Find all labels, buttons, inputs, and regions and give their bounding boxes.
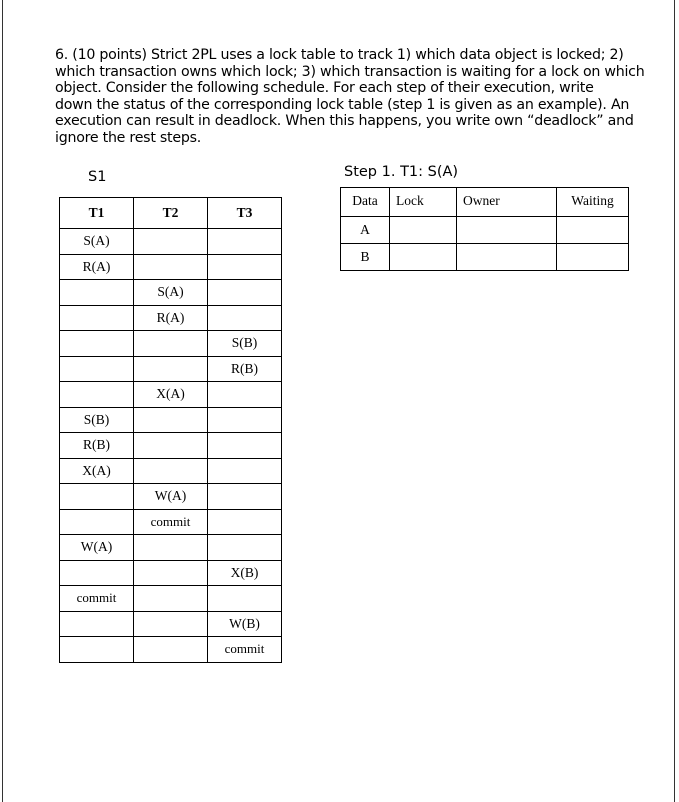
schedule-row	[60, 637, 282, 663]
question-line: down the status of the corresponding lock table (step 1 is given as an example). An	[55, 96, 630, 113]
question-line: object. Consider the following schedule. For each step of their execution, write	[55, 80, 594, 97]
schedule-table	[59, 197, 282, 663]
schedule-cell: R(B)	[208, 356, 282, 382]
schedule-cell: commit	[134, 509, 208, 535]
schedule-cell	[134, 433, 208, 459]
lock-table-cell: B	[341, 244, 390, 271]
schedule-cell	[208, 433, 282, 459]
lock-table-cell	[457, 244, 557, 271]
schedule-row	[60, 356, 282, 382]
schedule-cell	[208, 484, 282, 510]
schedule-cell: W(A)	[60, 535, 134, 561]
schedule-cell: S(B)	[208, 331, 282, 357]
lock-table-row	[341, 244, 629, 271]
schedule-cell	[60, 560, 134, 586]
schedule-row	[60, 305, 282, 331]
schedule-cell	[60, 331, 134, 357]
lock-table-cell	[390, 217, 457, 244]
schedule-cell	[134, 229, 208, 255]
lock-table-cell	[457, 217, 557, 244]
schedule-row	[60, 433, 282, 459]
schedule-cell	[134, 535, 208, 561]
schedule-cell: commit	[60, 586, 134, 612]
schedule-cell	[208, 407, 282, 433]
schedule-row	[60, 484, 282, 510]
schedule-cell	[208, 458, 282, 484]
schedule-cell: R(A)	[60, 254, 134, 280]
schedule-row	[60, 458, 282, 484]
question-line: which transaction owns which lock; 3) which transaction is waiting for a lock on which	[55, 63, 645, 80]
schedule-row	[60, 254, 282, 280]
schedule-cell	[134, 356, 208, 382]
schedule-row	[60, 535, 282, 561]
schedule-cell: commit	[208, 637, 282, 663]
schedule-header-row	[60, 198, 282, 229]
schedule-row	[60, 229, 282, 255]
schedule-cell	[208, 229, 282, 255]
schedule-cell	[208, 305, 282, 331]
schedule-cell: X(B)	[208, 560, 282, 586]
schedule-cell	[60, 356, 134, 382]
schedule-row	[60, 280, 282, 306]
schedule-cell	[60, 611, 134, 637]
schedule-cell	[208, 382, 282, 408]
schedule-cell: W(A)	[134, 484, 208, 510]
schedule-cell	[134, 458, 208, 484]
schedule-cell	[208, 509, 282, 535]
schedule-cell	[60, 637, 134, 663]
schedule-cell: X(A)	[60, 458, 134, 484]
step-label: Step 1. T1: S(A)	[344, 164, 459, 180]
lock-table-cell	[390, 244, 457, 271]
schedule-cell: S(A)	[60, 229, 134, 255]
schedule-cell: R(B)	[60, 433, 134, 459]
schedule-row	[60, 509, 282, 535]
lock-table-row	[341, 217, 629, 244]
schedule-cell	[134, 407, 208, 433]
lock-table-header-cell: Data	[341, 188, 390, 217]
lock-table-header-cell: Lock	[390, 188, 457, 217]
question-text	[55, 47, 655, 147]
schedule-cell: S(B)	[60, 407, 134, 433]
schedule-row	[60, 382, 282, 408]
schedule-cell	[134, 611, 208, 637]
schedule-label: S1	[88, 169, 107, 185]
lock-table-header-cell: Waiting	[557, 188, 629, 217]
question-line: 6. (10 points) Strict 2PL uses a lock table to track 1) which data object is locked; 2)	[55, 47, 624, 63]
schedule-cell	[60, 484, 134, 510]
schedule-header-cell: T2	[134, 198, 208, 229]
schedule-row	[60, 331, 282, 357]
schedule-row	[60, 407, 282, 433]
schedule-header-cell: T3	[208, 198, 282, 229]
question-line: ignore the rest steps.	[55, 129, 201, 146]
schedule-cell	[134, 254, 208, 280]
schedule-header-cell: T1	[60, 198, 134, 229]
lock-table-cell	[557, 244, 629, 271]
schedule-cell	[208, 535, 282, 561]
schedule-cell	[134, 560, 208, 586]
lock-table-cell	[557, 217, 629, 244]
schedule-cell	[134, 586, 208, 612]
lock-table	[340, 187, 629, 271]
schedule-row	[60, 611, 282, 637]
schedule-cell	[208, 254, 282, 280]
schedule-cell	[60, 280, 134, 306]
question-line: execution can result in deadlock. When this happens, you write own “deadlock” and	[55, 113, 634, 130]
schedule-cell	[134, 331, 208, 357]
lock-table-header-row	[341, 188, 629, 217]
schedule-cell: S(A)	[134, 280, 208, 306]
schedule-cell	[208, 280, 282, 306]
schedule-cell: W(B)	[208, 611, 282, 637]
schedule-cell	[60, 305, 134, 331]
lock-table-header-cell: Owner	[457, 188, 557, 217]
schedule-cell	[60, 382, 134, 408]
schedule-row	[60, 560, 282, 586]
lock-table-cell: A	[341, 217, 390, 244]
schedule-cell	[208, 586, 282, 612]
schedule-cell	[134, 637, 208, 663]
schedule-cell: R(A)	[134, 305, 208, 331]
schedule-cell	[60, 509, 134, 535]
schedule-row	[60, 586, 282, 612]
schedule-cell: X(A)	[134, 382, 208, 408]
